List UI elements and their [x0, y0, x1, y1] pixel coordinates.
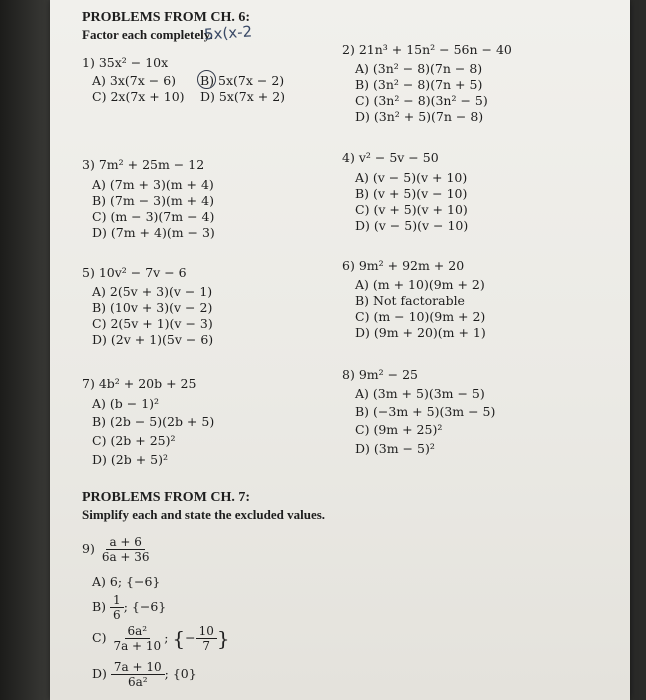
section2-title: PROBLEMS FROM CH. 7:	[82, 490, 250, 505]
choice-1d[interactable]: D) 5x(7x + 2)	[200, 89, 286, 104]
choice-6c[interactable]: C) (m − 10)(9m + 2)	[355, 309, 486, 324]
choice-4b[interactable]: B) (v + 5)(v − 10)	[355, 186, 468, 201]
choice-6d[interactable]: D) (9m + 20)(m + 1)	[355, 325, 486, 340]
choice-8b[interactable]: B) (−3m + 5)(3m − 5)	[355, 404, 496, 419]
choice-5a[interactable]: A) 2(5v + 3)(v − 1)	[92, 284, 213, 299]
choice-9c[interactable]: C) $\frac{\text{6a²}}{7a + 10}$ ; {− $\frac{10}{7}$ }	[92, 624, 230, 653]
choice-4d[interactable]: D) (v − 5)(v − 10)	[355, 218, 469, 233]
problem-9-fraction: $\frac{a + 6}{6a + 36}$	[101, 535, 150, 564]
answer-circle-1b	[197, 70, 216, 89]
choice-4c[interactable]: C) (v + 5)(v + 10)	[355, 202, 468, 217]
problem-4: 4) v² − 5v − 50	[342, 150, 439, 165]
choice-1b[interactable]: B) 5x(7x − 2)	[200, 73, 285, 88]
choice-2d[interactable]: D) (3n² + 5)(7n − 8)	[355, 109, 484, 124]
choice-9d[interactable]: D) $\frac{7a + 10}{\text{6a²}}$ ; {0}	[92, 660, 197, 689]
problem-2: 2) 21n³ + 15n² − 56n − 40	[342, 42, 512, 57]
choice-2c[interactable]: C) (3n² − 8)(3n² − 5)	[355, 93, 488, 108]
choice-1a[interactable]: A) 3x(7x − 6)	[92, 73, 177, 88]
choice-1c[interactable]: C) 2x(7x + 10)	[92, 89, 185, 104]
choice-2a[interactable]: A) (3n² − 8)(7n − 8)	[355, 61, 483, 76]
choice-5d[interactable]: D) (2v + 1)(5v − 6)	[92, 332, 214, 347]
section1-title: PROBLEMS FROM CH. 6:	[82, 10, 250, 25]
problem-6: 6) 9m² + 92m + 20	[342, 258, 465, 273]
problem-8: 8) 9m² − 25	[342, 367, 418, 382]
choice-3a[interactable]: A) (7m + 3)(m + 4)	[92, 177, 214, 192]
problem-5: 5) 10v² − 7v − 6	[82, 265, 187, 280]
problem-1: 1) 35x² − 10x	[82, 55, 169, 70]
choice-7a[interactable]: A) (b − 1)²	[92, 396, 160, 411]
choice-7b[interactable]: B) (2b − 5)(2b + 5)	[92, 414, 215, 429]
problem-7: 7) 4b² + 20b + 25	[82, 376, 197, 391]
choice-6a[interactable]: A) (m + 10)(9m + 2)	[355, 277, 485, 292]
choice-3b[interactable]: B) (7m − 3)(m + 4)	[92, 193, 214, 208]
choice-3d[interactable]: D) (7m + 4)(m − 3)	[92, 225, 215, 240]
background-edge	[0, 0, 50, 700]
choice-4a[interactable]: A) (v − 5)(v + 10)	[355, 170, 468, 185]
choice-8a[interactable]: A) (3m + 5)(3m − 5)	[355, 386, 485, 401]
choice-3c[interactable]: C) (m − 3)(7m − 4)	[92, 209, 215, 224]
problem-9: 9) $\frac{a + 6}{6a + 36}$	[82, 535, 153, 564]
choice-6b[interactable]: B) Not factorable	[355, 293, 465, 308]
choice-5c[interactable]: C) 2(5v + 1)(v − 3)	[92, 316, 213, 331]
choice-7d[interactable]: D) (2b + 5)²	[92, 452, 168, 467]
choice-2b[interactable]: B) (3n² − 8)(7n + 5)	[355, 77, 483, 92]
choice-9a[interactable]: A) 6; {−6}	[92, 574, 161, 589]
choice-5b[interactable]: B) (10v + 3)(v − 2)	[92, 300, 213, 315]
section2-instruction: Simplify each and state the excluded values.	[82, 507, 326, 522]
choice-8c[interactable]: C) (9m + 25)²	[355, 422, 443, 437]
problem-3: 3) 7m² + 25m − 12	[82, 157, 205, 172]
handwritten-note: 5x(x-2	[203, 22, 253, 44]
choice-7c[interactable]: C) (2b + 25)²	[92, 433, 176, 448]
choice-8d[interactable]: D) (3m − 5)²	[355, 441, 435, 456]
choice-9b[interactable]: B) $\frac{1}{6}$ ; {−6}	[92, 593, 167, 622]
section1-instruction: Factor each completely.	[82, 27, 213, 42]
